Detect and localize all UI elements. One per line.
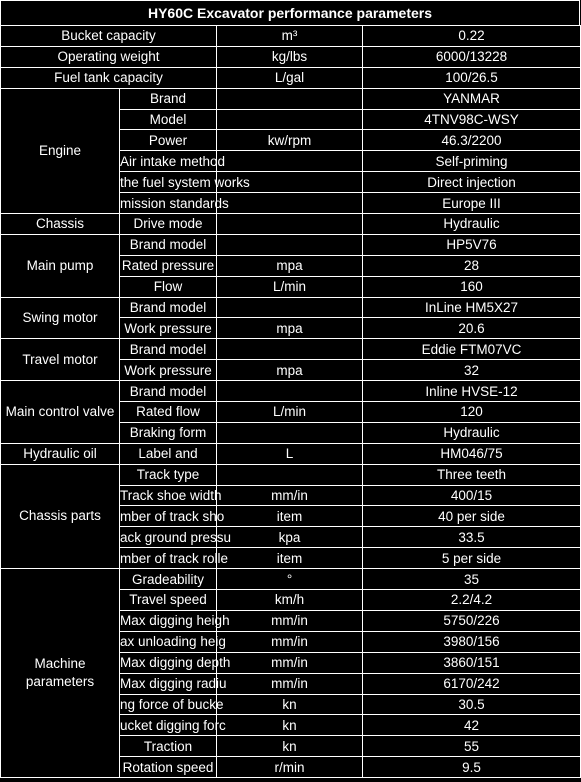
unit-cell: L — [217, 443, 363, 464]
param-cell: Travel speed — [120, 590, 217, 611]
param-cell: Work pressure — [120, 318, 217, 339]
value-cell: 30.5 — [363, 694, 581, 715]
value-cell: 2.2/4.2 — [363, 590, 581, 611]
unit-cell: kpa — [217, 527, 363, 548]
value-cell: Three teeth — [363, 464, 581, 485]
row-label: Operating weight — [1, 46, 217, 67]
unit-cell: mm/in — [217, 610, 363, 631]
param-cell: mber of track rolle — [120, 548, 217, 569]
value-cell: 5 per side — [363, 548, 581, 569]
unit-cell: mpa — [217, 255, 363, 276]
value-cell: 3860/151 — [363, 652, 581, 673]
row-label: Bucket capacity — [1, 26, 217, 47]
value-cell: 46.3/2200 — [363, 130, 581, 151]
category-cell: Chassis parts — [1, 464, 120, 568]
param-cell: ucket digging forc — [120, 715, 217, 736]
value-cell: Hydraulic — [363, 422, 581, 443]
param-cell: Model — [120, 109, 217, 130]
unit-cell: kn — [217, 715, 363, 736]
unit-cell — [217, 109, 363, 130]
unit-cell: kn — [217, 736, 363, 757]
category-cell: Machine parameters — [1, 569, 120, 778]
unit-cell: kw/rpm — [217, 130, 363, 151]
table-row — [1, 297, 581, 318]
value-cell: 4TNV98C-WSY — [363, 109, 581, 130]
unit-cell — [217, 339, 363, 360]
value-cell: 32 — [363, 360, 581, 381]
category-cell: Main pump — [1, 234, 120, 297]
unit-cell: item — [217, 506, 363, 527]
value-cell: 33.5 — [363, 527, 581, 548]
value-cell: 3980/156 — [363, 631, 581, 652]
unit-cell — [217, 151, 363, 172]
table-row — [1, 214, 581, 235]
unit-cell: mm/in — [217, 485, 363, 506]
value-cell: 120 — [363, 402, 581, 423]
param-cell: Brand model — [120, 297, 217, 318]
param-cell: the fuel system works — [120, 172, 217, 193]
table-title: HY60C Excavator performance parameters — [0, 0, 580, 25]
param-cell: Brand model — [120, 339, 217, 360]
category-cell: Main control valve — [1, 381, 120, 444]
param-cell: Rated pressure — [120, 255, 217, 276]
value-cell: 55 — [363, 736, 581, 757]
param-cell: Brand model — [120, 381, 217, 402]
value-cell: Direct injection — [363, 172, 581, 193]
value-cell: 0.22 — [363, 26, 581, 47]
value-cell: HP5V76 — [363, 234, 581, 255]
category-cell: Hydraulic oil — [1, 443, 120, 464]
unit-cell — [217, 234, 363, 255]
value-cell: 400/15 — [363, 485, 581, 506]
param-cell: Flow — [120, 276, 217, 297]
param-cell: Gradeability — [120, 569, 217, 590]
unit-cell: r/min — [217, 757, 363, 778]
value-cell: 28 — [363, 255, 581, 276]
value-cell: 6000/13228 — [363, 46, 581, 67]
value-cell: 5750/226 — [363, 610, 581, 631]
table-row — [1, 464, 581, 485]
value-cell: YANMAR — [363, 88, 581, 109]
param-cell: Rotation speed — [120, 757, 217, 778]
param-cell: ack ground pressu — [120, 527, 217, 548]
param-cell: Work pressure — [120, 360, 217, 381]
spec-table — [0, 25, 581, 778]
unit-cell: L/min — [217, 276, 363, 297]
unit-cell: m³ — [217, 26, 363, 47]
value-cell: HM046/75 — [363, 443, 581, 464]
table-row — [1, 88, 581, 109]
unit-cell: mm/in — [217, 631, 363, 652]
unit-cell: mm/in — [217, 673, 363, 694]
param-cell: Brand — [120, 88, 217, 109]
param-cell: Air intake method — [120, 151, 217, 172]
spec-table-body — [1, 26, 581, 778]
table-row — [1, 339, 581, 360]
value-cell: InLine HM5X27 — [363, 297, 581, 318]
unit-cell — [217, 193, 363, 214]
value-cell: 6170/242 — [363, 673, 581, 694]
category-cell: Travel motor — [1, 339, 120, 381]
table-row — [1, 381, 581, 402]
value-cell: 40 per side — [363, 506, 581, 527]
param-cell: Max digging radiu — [120, 673, 217, 694]
unit-cell: mpa — [217, 318, 363, 339]
unit-cell: item — [217, 548, 363, 569]
param-cell: mber of track sho — [120, 506, 217, 527]
value-cell: 20.6 — [363, 318, 581, 339]
value-cell: 35 — [363, 569, 581, 590]
param-cell: Power — [120, 130, 217, 151]
param-cell: ng force of bucke — [120, 694, 217, 715]
value-cell: Europe III — [363, 193, 581, 214]
table-row — [1, 443, 581, 464]
category-cell: Swing motor — [1, 297, 120, 339]
unit-cell: kn — [217, 694, 363, 715]
unit-cell — [217, 464, 363, 485]
param-cell: Track shoe width — [120, 485, 217, 506]
value-cell: Self-priming — [363, 151, 581, 172]
unit-cell — [217, 381, 363, 402]
param-cell: Max digging depth — [120, 652, 217, 673]
table-row — [1, 26, 581, 47]
unit-cell: L/min — [217, 402, 363, 423]
unit-cell — [217, 214, 363, 235]
unit-cell: kg/lbs — [217, 46, 363, 67]
param-cell: Rated flow — [120, 402, 217, 423]
value-cell: Inline HVSE-12 — [363, 381, 581, 402]
unit-cell: L/gal — [217, 67, 363, 88]
unit-cell: ° — [217, 569, 363, 590]
unit-cell — [217, 88, 363, 109]
value-cell: 160 — [363, 276, 581, 297]
param-cell: Track type — [120, 464, 217, 485]
param-cell: Label and — [120, 443, 217, 464]
category-cell: Chassis — [1, 214, 120, 235]
row-label: Fuel tank capacity — [1, 67, 217, 88]
param-cell: Traction — [120, 736, 217, 757]
param-cell: Drive mode — [120, 214, 217, 235]
table-row — [1, 67, 581, 88]
value-cell: 9.5 — [363, 757, 581, 778]
unit-cell — [217, 297, 363, 318]
table-row — [1, 569, 581, 590]
unit-cell: mm/in — [217, 652, 363, 673]
unit-cell: km/h — [217, 590, 363, 611]
value-cell: 100/26.5 — [363, 67, 581, 88]
value-cell: Eddie FTM07VC — [363, 339, 581, 360]
param-cell: mission standards — [120, 193, 217, 214]
table-row — [1, 46, 581, 67]
value-cell: 42 — [363, 715, 581, 736]
param-cell: Max digging heigh — [120, 610, 217, 631]
unit-cell — [217, 422, 363, 443]
param-cell: Brand model — [120, 234, 217, 255]
unit-cell: mpa — [217, 360, 363, 381]
param-cell: Braking form — [120, 422, 217, 443]
category-cell: Engine — [1, 88, 120, 213]
value-cell: Hydraulic — [363, 214, 581, 235]
param-cell: ax unloading heig — [120, 631, 217, 652]
table-row — [1, 234, 581, 255]
